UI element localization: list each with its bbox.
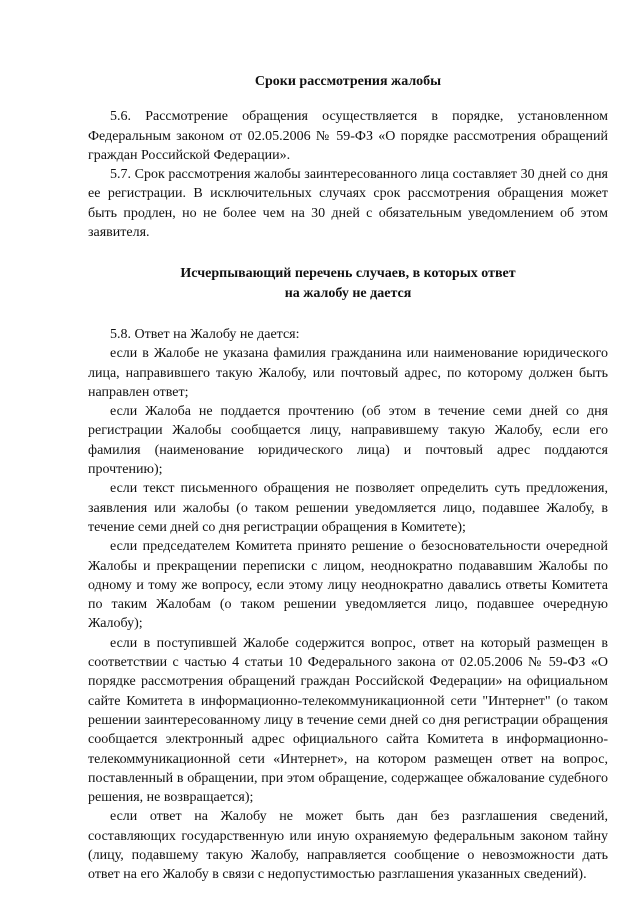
- paragraph-5-7: 5.7. Срок рассмотрения жалобы заинтересованного лица составляет 30 дней со дня ее регистрации. В исключительных случаях срок рассмотрения обращения может быть продлен, но не более чем на 30 дней с обязательным уведомлением об этом заявителя.: [88, 167, 608, 241]
- list-item-answer-published: если в поступившей Жалобе содержится вопрос, ответ на который размещен в соответствии с частью 4 статьи 10 Федерального закона от 02.05.2006 № 59-ФЗ «О порядке рассмотрения обращений граждан Российской Федерации» на официальном сайте Комитета в информационно-телекоммуникационной сети "Интернет" (о таком решении заинтересованному лицу в течение семи дней со дня регистрации обращения сообщается электронный адрес официального сайта Комитета в информационно-телекоммуникационной сети «Интернет», на котором размещен ответ на вопрос, поставленный в обращении, при этом обращение, содержащее обжалование судебного решения, не возвращается);: [88, 635, 608, 806]
- document-page: [88, 72, 608, 885]
- section-title-no-response-cases: [88, 264, 608, 303]
- list-item-unclear-essence: если текст письменного обращения не позволяет определить суть предложения, заявления или жалобы (о таком решении уведомляется лицо, подавшее Жалобу, в течение семи дней со дня регистрации обращения в Комитете);: [88, 481, 608, 535]
- section-title-review-period: Сроки рассмотрения жалобы: [254, 74, 442, 89]
- list-item-no-name-address: если в Жалобе не указана фамилия гражданина или наименование юридического лица, направившего такую Жалобу, или почтовый адрес, по которому должен быть направлен ответ;: [88, 346, 608, 400]
- list-item-groundless-repeat: если председателем Комитета принято решение о безосновательности очередной Жалобы и прекращении переписки с лицом, неоднократно подававшим Жалобы по одному и тому же вопросу, если этому лицу неоднократно давались ответы Комитета по таким Жалобам (о таком решении уведомляется лицо, подавшее очередную Жалобу);: [88, 539, 608, 632]
- section-title-line-2: на жалобу не дается: [284, 285, 412, 301]
- list-item-state-secret: если ответ на Жалобу не может быть дан без разглашения сведений, составляющих государственную или иную охраняемую федеральным законом тайну (лицу, подавшему такую Жалобу, направляется сообщение о невозможности дать ответ на его Жалобу в связи с недопустимостью разглашения указанных сведений).: [88, 809, 608, 883]
- list-item-unreadable: если Жалоба не поддается прочтению (об этом в течение семи дней со дня регистрации Жалобы сообщается лицу, направившему такую Жалобу, если его фамилия (наименование юридического лица) и почтовый адрес поддаются прочтению);: [88, 404, 608, 478]
- paragraph-5-8: 5.8. Ответ на Жалобу не дается:: [110, 326, 300, 342]
- section-title-line-1: Исчерпывающий перечень случаев, в которых ответ: [180, 266, 516, 282]
- paragraph-5-6: 5.6. Рассмотрение обращения осуществляется в порядке, установленном Федеральным законом от 02.05.2006 № 59-ФЗ «О порядке рассмотрения обращений граждан Российской Федерации».: [88, 109, 608, 163]
